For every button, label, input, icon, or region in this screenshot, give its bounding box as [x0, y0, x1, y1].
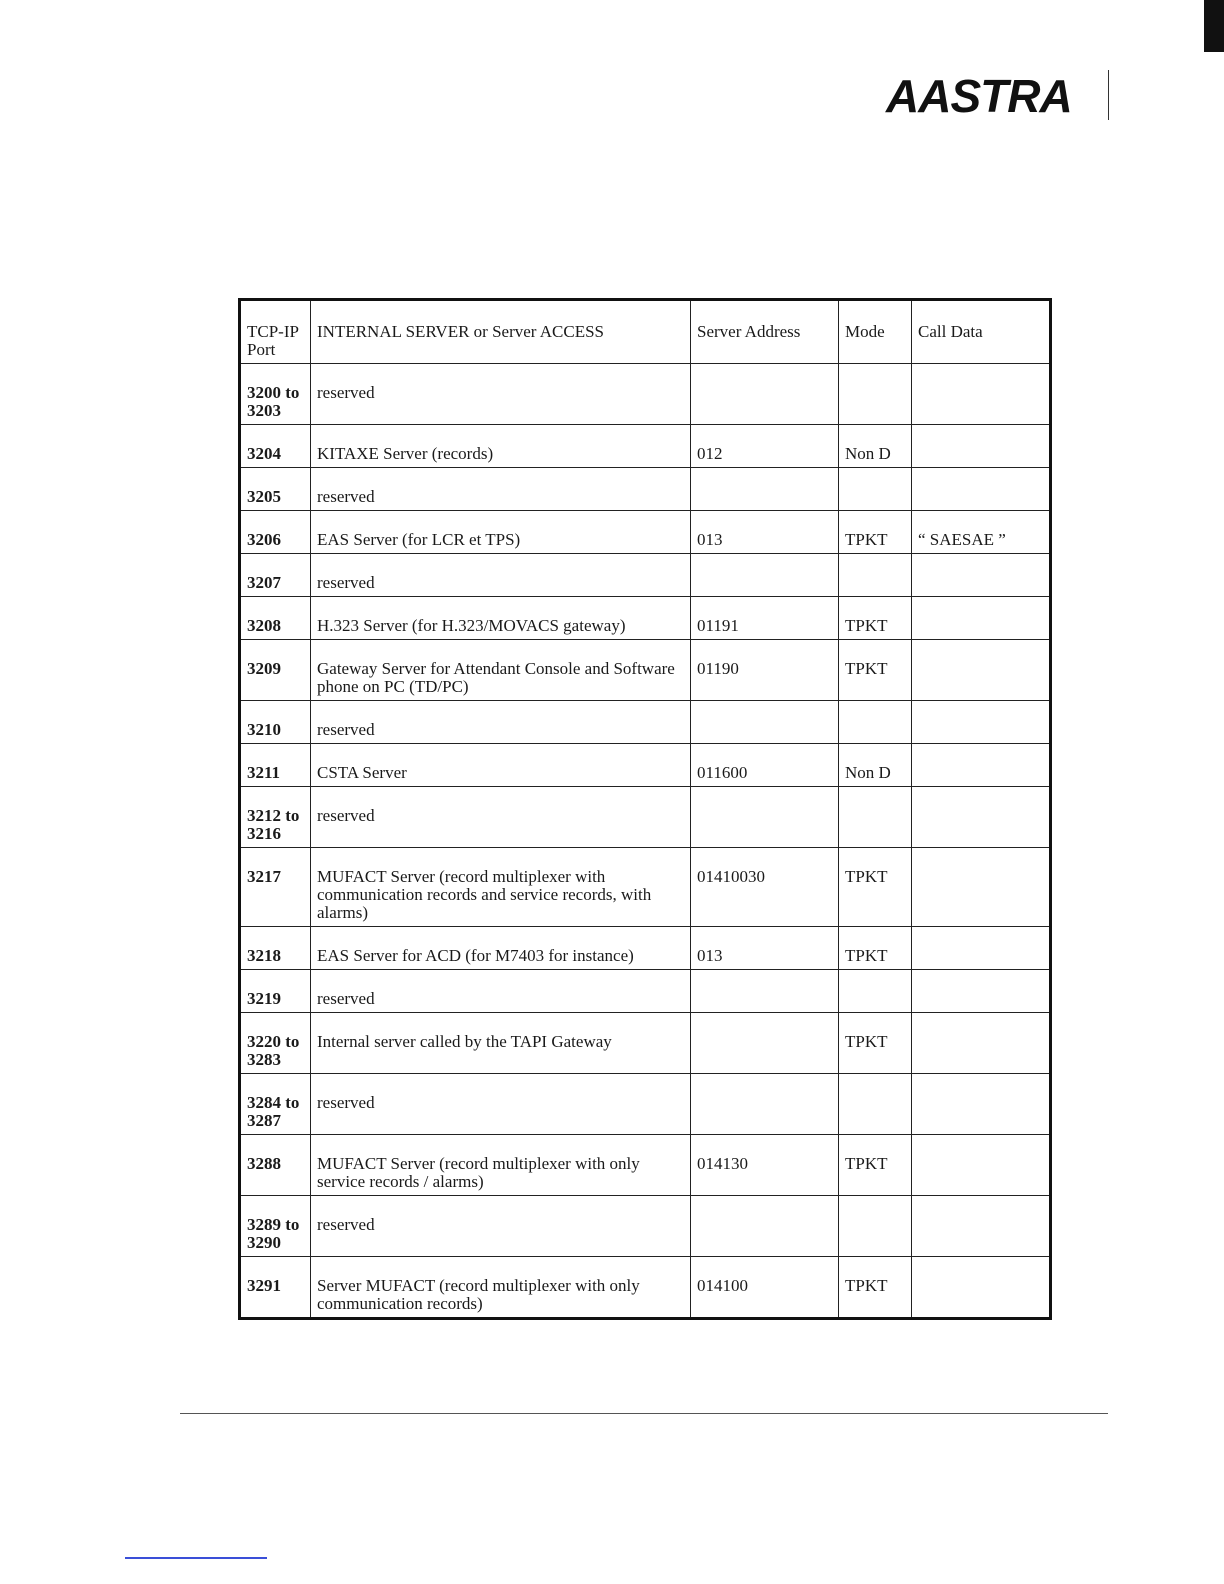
mode-cell	[839, 554, 912, 597]
col-header-call-data: Call Data	[912, 300, 1051, 364]
aastra-logo	[886, 70, 1116, 122]
port-cell: 3200 to 3203	[240, 364, 311, 425]
server-cell: reserved	[311, 787, 691, 848]
port-cell: 3204	[240, 425, 311, 468]
port-cell: 3211	[240, 744, 311, 787]
mode-cell: TPKT	[839, 848, 912, 927]
call-data-cell	[912, 848, 1051, 927]
mode-cell: TPKT	[839, 511, 912, 554]
call-data-cell	[912, 970, 1051, 1013]
mode-cell: Non D	[839, 425, 912, 468]
server-cell: Gateway Server for Attendant Console and Software phone on PC (TD/PC)	[311, 640, 691, 701]
table-row	[240, 511, 1051, 554]
mode-cell	[839, 970, 912, 1013]
server-cell: CSTA Server	[311, 744, 691, 787]
server-cell: reserved	[311, 364, 691, 425]
mode-cell: Non D	[839, 744, 912, 787]
call-data-cell	[912, 554, 1051, 597]
address-cell	[691, 468, 839, 511]
mode-cell: TPKT	[839, 1013, 912, 1074]
table-row	[240, 744, 1051, 787]
call-data-cell	[912, 1257, 1051, 1319]
port-cell: 3210	[240, 701, 311, 744]
address-cell: 014100	[691, 1257, 839, 1319]
table-row	[240, 597, 1051, 640]
table-row	[240, 848, 1051, 927]
address-cell	[691, 970, 839, 1013]
footer-divider	[180, 1413, 1108, 1414]
table-row	[240, 425, 1051, 468]
call-data-cell	[912, 597, 1051, 640]
server-cell: Internal server called by the TAPI Gateway	[311, 1013, 691, 1074]
port-cell: 3207	[240, 554, 311, 597]
port-cell: 3205	[240, 468, 311, 511]
server-cell: KITAXE Server (records)	[311, 425, 691, 468]
call-data-cell	[912, 1074, 1051, 1135]
server-cell: reserved	[311, 1074, 691, 1135]
address-cell: 01191	[691, 597, 839, 640]
port-cell: 3288	[240, 1135, 311, 1196]
port-cell: 3212 to 3216	[240, 787, 311, 848]
address-cell	[691, 1013, 839, 1074]
mode-cell: TPKT	[839, 1135, 912, 1196]
col-header-server: INTERNAL SERVER or Server ACCESS	[311, 300, 691, 364]
address-cell	[691, 554, 839, 597]
call-data-cell	[912, 640, 1051, 701]
col-header-port: TCP-IP Port	[240, 300, 311, 364]
server-cell: MUFACT Server (record multiplexer with only service records / alarms)	[311, 1135, 691, 1196]
address-cell: 01190	[691, 640, 839, 701]
call-data-cell	[912, 787, 1051, 848]
server-cell: reserved	[311, 554, 691, 597]
address-cell	[691, 1196, 839, 1257]
address-cell: 011600	[691, 744, 839, 787]
port-cell: 3206	[240, 511, 311, 554]
port-cell: 3220 to 3283	[240, 1013, 311, 1074]
call-data-cell: “ SAESAE ”	[912, 511, 1051, 554]
address-cell: 012	[691, 425, 839, 468]
table-row	[240, 970, 1051, 1013]
call-data-cell	[912, 1196, 1051, 1257]
tcp-ip-port-table	[238, 298, 1052, 1320]
port-cell: 3289 to 3290	[240, 1196, 311, 1257]
server-cell: reserved	[311, 1196, 691, 1257]
table-row	[240, 701, 1051, 744]
server-cell: H.323 Server (for H.323/MOVACS gateway)	[311, 597, 691, 640]
address-cell	[691, 787, 839, 848]
mode-cell: TPKT	[839, 1257, 912, 1319]
table-row	[240, 1074, 1051, 1135]
port-cell: 3208	[240, 597, 311, 640]
logo-wordmark: AASTRA	[886, 70, 1072, 122]
call-data-cell	[912, 927, 1051, 970]
server-cell: EAS Server for ACD (for M7403 for instance)	[311, 927, 691, 970]
table-row	[240, 468, 1051, 511]
table-row	[240, 1135, 1051, 1196]
address-cell: 013	[691, 927, 839, 970]
port-cell: 3209	[240, 640, 311, 701]
server-cell: MUFACT Server (record multiplexer with communication records and service records, with alarms)	[311, 848, 691, 927]
mode-cell	[839, 364, 912, 425]
mode-cell	[839, 1196, 912, 1257]
mode-cell	[839, 701, 912, 744]
table-row	[240, 1257, 1051, 1319]
call-data-cell	[912, 744, 1051, 787]
page-edge-mark	[1204, 0, 1224, 52]
call-data-cell	[912, 1135, 1051, 1196]
server-cell: reserved	[311, 970, 691, 1013]
mode-cell	[839, 787, 912, 848]
table-row	[240, 554, 1051, 597]
port-cell: 3217	[240, 848, 311, 927]
port-cell: 3284 to 3287	[240, 1074, 311, 1135]
call-data-cell	[912, 364, 1051, 425]
footer-link-underline[interactable]	[125, 1557, 267, 1559]
table-row	[240, 640, 1051, 701]
mode-cell: TPKT	[839, 927, 912, 970]
address-cell	[691, 1074, 839, 1135]
mode-cell	[839, 1074, 912, 1135]
call-data-cell	[912, 425, 1051, 468]
server-cell: Server MUFACT (record multiplexer with only communication records)	[311, 1257, 691, 1319]
address-cell: 01410030	[691, 848, 839, 927]
mode-cell: TPKT	[839, 597, 912, 640]
server-cell: reserved	[311, 468, 691, 511]
port-cell: 3291	[240, 1257, 311, 1319]
mode-cell: TPKT	[839, 640, 912, 701]
table-row	[240, 927, 1051, 970]
call-data-cell	[912, 468, 1051, 511]
table-header-row	[240, 300, 1051, 364]
call-data-cell	[912, 1013, 1051, 1074]
address-cell	[691, 364, 839, 425]
call-data-cell	[912, 701, 1051, 744]
port-cell: 3219	[240, 970, 311, 1013]
col-header-address: Server Address	[691, 300, 839, 364]
logo-divider	[1108, 70, 1109, 120]
server-cell: EAS Server (for LCR et TPS)	[311, 511, 691, 554]
address-cell: 013	[691, 511, 839, 554]
table-row	[240, 1013, 1051, 1074]
port-cell: 3218	[240, 927, 311, 970]
address-cell: 014130	[691, 1135, 839, 1196]
mode-cell	[839, 468, 912, 511]
table-row	[240, 1196, 1051, 1257]
table-row	[240, 787, 1051, 848]
address-cell	[691, 701, 839, 744]
table-row	[240, 364, 1051, 425]
server-cell: reserved	[311, 701, 691, 744]
col-header-mode: Mode	[839, 300, 912, 364]
